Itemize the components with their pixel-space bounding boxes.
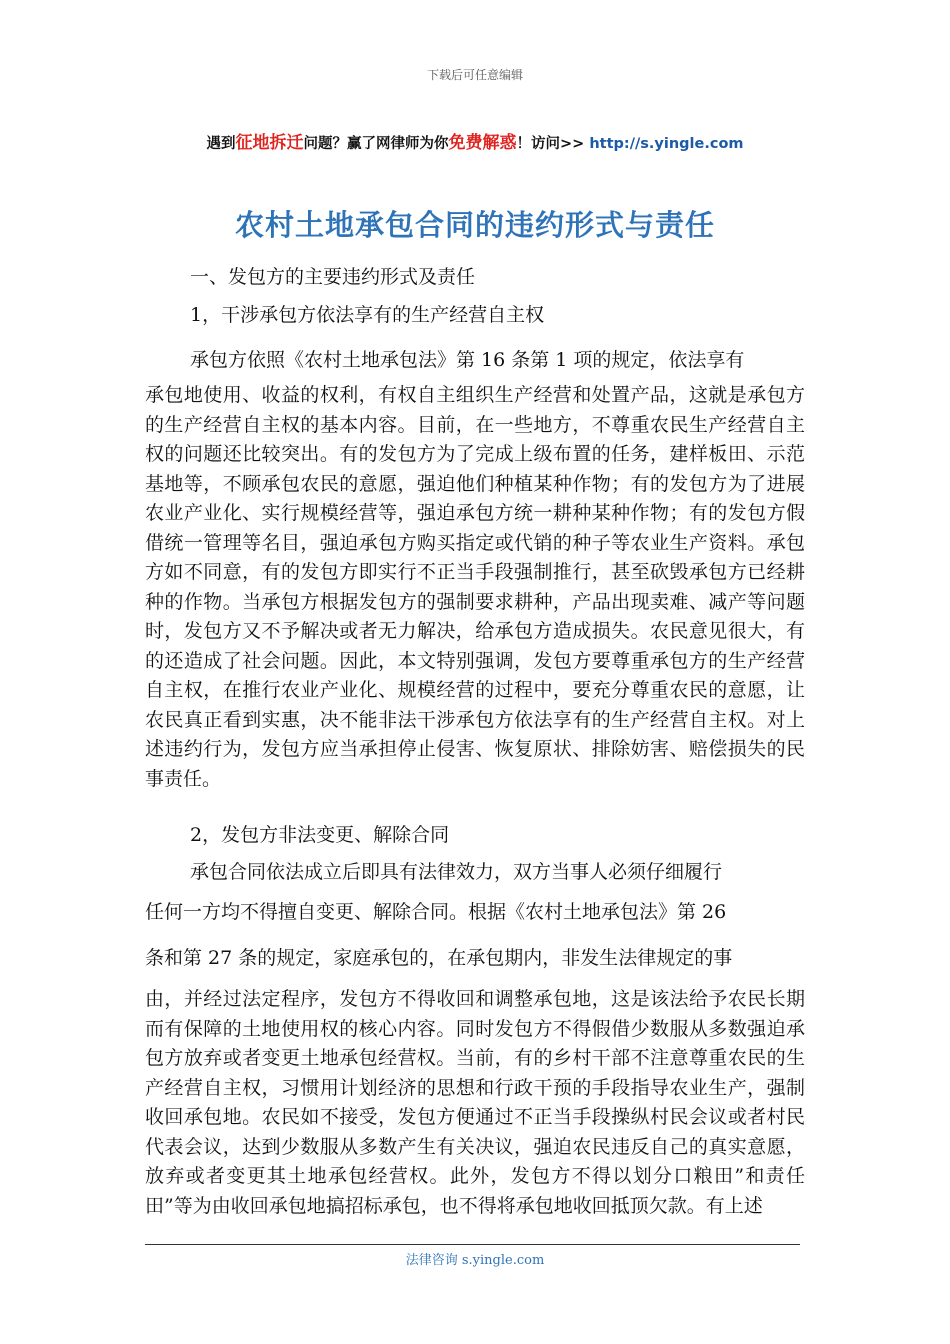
promo-banner: [0, 128, 950, 153]
promo-link[interactable]: http://s.yingle.com: [589, 136, 744, 152]
paragraph-2-line-2: 任何一方均不得擅自变更、解除合同。根据《农村土地承包法》第 26: [145, 901, 727, 923]
paragraph-2-body: 由，并经过法定程序，发包方不得收回和调整承包地，这是该法给予农民长期而有保障的土地使用权的核心内容。同时发包方不得假借少数服从多数强迫承包方放弃或者变更土地承包经营权。当前，有的乡村干部不注意尊重农民的生产经营自主权，习惯用计划经济的思想和行政干预的手段指导农业生产，强制收回承包地。农民如不接受，发包方便通过不正当手段操纵村民会议或者村民代表会议，达到少数服从多数产生有关决议，强迫农民违反自己的真实意愿，放弃或者变更其土地承包经营权。此外，发包方不得以划分口粮田”和责任田”等为由收回承包地搞招标承包，也不得将承包地收回抵顶欠款。有上述: [145, 988, 805, 1217]
paragraph-1-body: 承包地使用、收益的权利，有权自主组织生产经营和处置产品，这就是承包方的生产经营自主权的基本内容。目前，在一些地方，不尊重农民生产经营自主权的问题还比较突出。有的发包方为了完成上级布置的任务，建样板田、示范基地等，不顾承包农民的意愿，强迫他们种植某种作物；有的发包方为了进展农业产业化、实行规模经营等，强迫承包方统一耕种某种作物；有的发包方假借统一管理等名目，强迫承包方购买指定或代销的种子等农业生产资料。承包方如不同意，有的发包方即实行不正当手段强制推行，甚至砍毁承包方已经耕种的作物。当承包方根据发包方的强制要求耕种，产品出现卖难、减产等问题时，发包方又不予解决或者无力解决，给承包方造成损失。农民意见很大，有的还造成了社会问题。因此，本文特别强调，发包方要尊重承包方的生产经营自主权，在推行农业产业化、规模经营的过程中，要充分尊重农民的意愿，让农民真正看到实惠，决不能非法干涉承包方依法享有的生产经营自主权。对上述违约行为，发包方应当承担停止侵害、恢复原状、排除妨害、赔偿损失的民事责任。: [145, 384, 805, 790]
promo-text-1: 遇到: [206, 136, 236, 152]
section-heading: 一、发包方的主要违约形式及责任: [190, 266, 476, 288]
paragraph-2-line-3: 条和第 27 条的规定，家庭承包的，在承包期内，非发生法律规定的事: [145, 947, 733, 969]
footer-link[interactable]: 法律咨询 s.yingle.com: [405, 1253, 545, 1268]
promo-highlight-demolition: 征地拆迁: [235, 133, 304, 153]
item-heading-1: 1，干涉承包方依法享有的生产经营自主权: [190, 304, 545, 326]
item-heading-2: 2，发包方非法变更、解除合同: [190, 824, 450, 846]
paragraph-1-first-line: 承包方依照《农村土地承包法》第 16 条第 1 项的规定，依法享有: [190, 349, 745, 371]
paragraph-2-line-1: 承包合同依法成立后即具有法律效力，双方当事人必须仔细履行: [190, 861, 723, 883]
header-note: 下载后可任意编辑: [426, 68, 523, 82]
promo-text-2: 问题？赢了网律师为你: [303, 136, 449, 152]
document-title: 农村土地承包合同的违约形式与责任: [234, 208, 715, 242]
promo-highlight-free: 免费解惑: [448, 133, 517, 153]
promo-text-3: ！访问>>: [516, 136, 590, 152]
footer-divider: [145, 1244, 800, 1245]
